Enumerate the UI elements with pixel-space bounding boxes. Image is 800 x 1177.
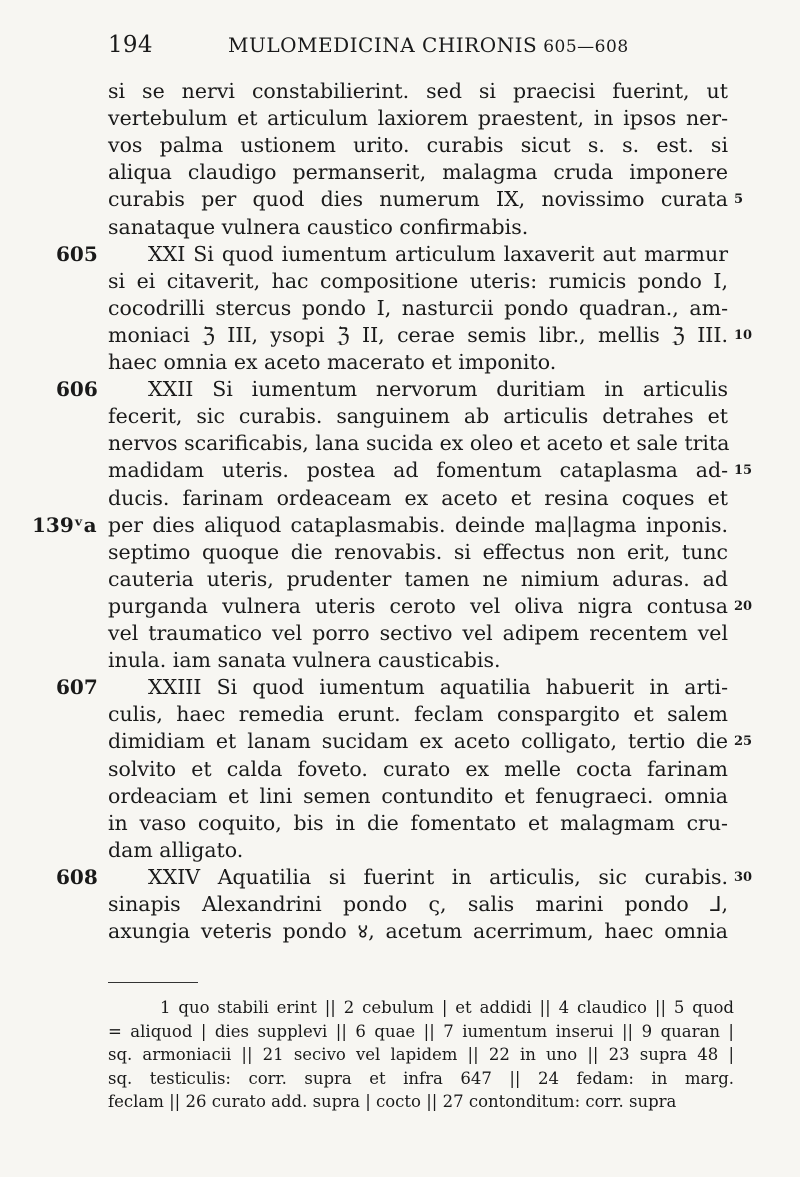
line-number: 5 bbox=[734, 192, 744, 207]
folio-marker: 139ᵛa bbox=[32, 513, 97, 537]
text-line: inula. iam sanata vulnera causticabis. bbox=[108, 648, 501, 672]
line-number: 30 bbox=[734, 870, 753, 885]
section-number: 605 bbox=[56, 242, 98, 266]
text-line: solvito et calda foveto. curato ex melle cocta farinam bbox=[108, 757, 728, 781]
apparatus-line: feclam || 26 curato add. supra | cocto || 27 contonditum: corr. supra bbox=[108, 1092, 677, 1111]
text-line: si se nervi constabilierint. sed si praecisi fuerint, ut bbox=[108, 79, 728, 103]
section-number: 607 bbox=[56, 675, 98, 699]
text-line: purganda vulnera uteris ceroto vel oliva nigra contusa bbox=[108, 594, 728, 618]
text-line: haec omnia ex aceto macerato et imponito. bbox=[108, 350, 557, 374]
running-head bbox=[108, 32, 728, 62]
section-number: 608 bbox=[56, 865, 98, 889]
footnote-rule bbox=[108, 982, 198, 983]
text-line: sinapis Alexandrini pondo ς, salis marini pondo ⅃, bbox=[108, 892, 728, 916]
text-line: vos palma ustionem urito. curabis sicut s. s. est. si bbox=[108, 133, 728, 157]
text-line: XXIV Aquatilia si fuerint in articulis, sic curabis. bbox=[148, 865, 728, 889]
text-line: vertebulum et articulum laxiorem praestent, in ipsos ner- bbox=[108, 106, 728, 130]
text-line: in vaso coquito, bis in die fomentato et malagmam cru- bbox=[108, 811, 728, 835]
text-line: madidam uteris. postea ad fomentum cataplasma ad- bbox=[108, 458, 728, 482]
text-line: sanataque vulnera caustico confirmabis. bbox=[108, 215, 529, 239]
apparatus-line: = aliquod | dies supplevi || 6 quae || 7 iumentum inserui || 9 quaran | bbox=[108, 1022, 734, 1041]
text-line: septimo quoque die renovabis. si effectus non erit, tunc bbox=[108, 540, 728, 564]
text-line: dam alligato. bbox=[108, 838, 244, 862]
apparatus-line: sq. armoniacii || 21 secivo vel lapidem || 22 in uno || 23 supra 48 | bbox=[108, 1045, 734, 1064]
text-line: cauteria uteris, prudenter tamen ne nimium aduras. ad bbox=[108, 567, 728, 591]
line-number: 25 bbox=[734, 734, 753, 749]
text-line: vel traumatico vel porro sectivo vel adipem recentem vel bbox=[108, 621, 728, 645]
text-line: cocodrilli stercus pondo I, nasturcii pondo quadran., am- bbox=[108, 296, 728, 320]
text-line: dimidiam et lanam sucidam ex aceto colligato, tertio die bbox=[108, 729, 728, 753]
text-line: si ei citaverit, hac compositione uteris: rumicis pondo I, bbox=[108, 269, 728, 293]
text-line: ducis. farinam ordeaceam ex aceto et resina coques et bbox=[108, 486, 728, 510]
text-line: axungia veteris pondo ४, acetum acerrimum, haec omnia bbox=[108, 919, 728, 943]
book-title: MULOMEDICINA CHIRONIS bbox=[228, 33, 538, 57]
text-line: fecerit, sic curabis. sanguinem ab articulis detrahes et bbox=[108, 404, 728, 428]
line-number: 20 bbox=[734, 599, 753, 614]
text-line: XXIII Si quod iumentum aquatilia habuerit in arti- bbox=[148, 675, 728, 699]
running-title bbox=[228, 33, 629, 57]
apparatus-line: sq. testiculis: corr. supra et infra 647 || 24 fedam: in marg. bbox=[108, 1069, 734, 1088]
text-line: moniaci ℨ III, ysopi ℨ II, cerae semis libr., mellis ℨ III. bbox=[108, 323, 728, 347]
text-line: per dies aliquod cataplasmabis. deinde ma|lagma inponis. bbox=[108, 513, 728, 537]
line-number: 15 bbox=[734, 463, 753, 478]
line-number: 10 bbox=[734, 328, 753, 343]
apparatus-line: 1 quo stabili erint || 2 cebulum | et addidi || 4 claudico || 5 quod bbox=[160, 998, 734, 1017]
page-number: 194 bbox=[108, 32, 153, 58]
text-line: ordeaciam et lini semen contundito et fenugraeci. omnia bbox=[108, 784, 728, 808]
text-line: XXI Si quod iumentum articulum laxaverit aut marmur bbox=[148, 242, 728, 266]
text-line: curabis per quod dies numerum IX, novissimo curata bbox=[108, 187, 728, 211]
text-line: XXII Si iumentum nervorum duritiam in articulis bbox=[148, 377, 728, 401]
text-line: aliqua claudigo permanserit, malagma cruda imponere bbox=[108, 160, 728, 184]
text-line: culis, haec remedia erunt. feclam conspargito et salem bbox=[108, 702, 728, 726]
text-line: nervos scarificabis, lana sucida ex oleo et aceto et sale trita bbox=[108, 431, 730, 455]
section-range: 605—608 bbox=[543, 37, 629, 57]
section-number: 606 bbox=[56, 377, 98, 401]
